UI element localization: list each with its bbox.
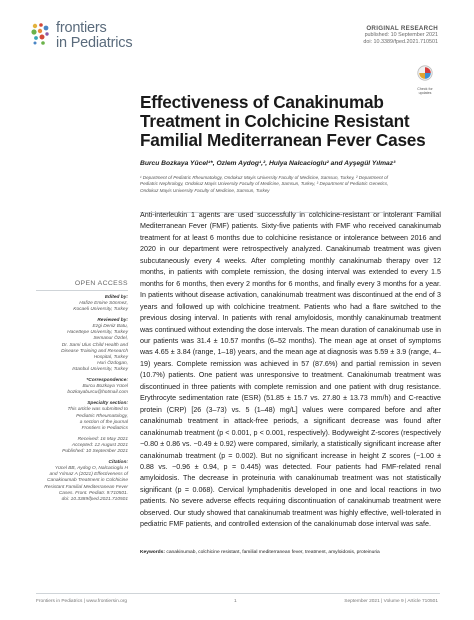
crossmark-label-2: updates bbox=[418, 91, 432, 95]
doi[interactable]: doi: 10.3389/fped.2021.710501 bbox=[363, 39, 438, 45]
reviewer-line: Istanbul University, Turkey bbox=[72, 367, 128, 373]
crossmark-icon bbox=[417, 65, 433, 82]
reviewer-line: Disease Training and Research bbox=[61, 348, 128, 354]
frontiers-logo-icon bbox=[30, 22, 52, 46]
specialty-line: Pediatric Rheumatology, bbox=[76, 413, 128, 419]
reviewer-line: Huri Özdogan, bbox=[97, 361, 128, 367]
footer-volume: September 2021 | Volume 9 | Article 710501 bbox=[344, 599, 438, 604]
keywords-text: canakinumab, colchicine resistant, familial mediterranean fever, treatment, amyloidosis, proteinuria bbox=[166, 550, 380, 555]
article-type: ORIGINAL RESEARCH bbox=[366, 25, 438, 32]
reviewer-line: Hacettepe University, Turkey bbox=[67, 330, 128, 336]
editor-line: Kocaeli University, Turkey bbox=[73, 307, 128, 312]
reviewer-line: Ezgi Deniz Batu, bbox=[92, 323, 128, 329]
affiliation-line: ¹ Department of Pediatric Rheumatology, Ondokuz Mayis University Faculty of Medicine, Samsun, Turkey, ² Department of bbox=[140, 175, 388, 180]
specialty-heading: Specialty section: bbox=[87, 401, 128, 407]
journal-name-line2: in Pediatrics bbox=[56, 35, 133, 51]
published-date-sidebar: Published: 10 September 2021 bbox=[62, 449, 128, 455]
editor-line: Hafize Emine Sönmez, bbox=[79, 300, 128, 306]
article-meta bbox=[278, 25, 438, 46]
affiliation-line: Pediatric Nephrology, Ondokuz Mayis University Faculty of Medicine, Samsun, Turkey, ³ Department of Pediatric Genetics, bbox=[140, 181, 389, 187]
received-date: Received: 16 May 2021 bbox=[77, 436, 128, 442]
specialty-line: a section of the journal bbox=[79, 419, 128, 425]
article-sidebar bbox=[36, 280, 128, 503]
abstract-text: Anti-interleukin 1 agents are used successfully in colchicine-resistant or intolerant Familial Mediterranean Fever (FMF) patients. Sixty-five patients with FMF who received canakinumab treatment for at least 6 months due to colchicine resistance or intolerance between 2016 and 2020 in our department were retrospectively analyzed. Canakinumab treatment was given subcutaneously every 4 weeks. After completing monthly canakinumab therapy over 12 months, in patients with complete remission, the dosing interval was extended to every 1.5 months for 6 months, then every 2 months for 6 months, and finally every 3 months for a year. In patients without disease activation, canakinumab treatment was discontinued at the end of 3 years and followed up with colchicine treatment. Patients who had a flare switched to the previous dosing interval. In patients with renal amyloidosis, monthly canakinumab treatment was continued without extending the dose intervals. The mean duration of canakinumab use in our patients was 31.4 ± 10.57 months (6–52 months). The mean age at onset of symptoms was 4.65 ± 3.84 (range, 1–18) years, and the mean age at diagnosis was 5.59 ± 3.9 (range, 4–19) years. Complete remission was achieved in 57 (87.6%) and partial remission in seven (10.7%) patients. One patient was unresponsive to treatment. Canakinumab treatment was discontinued in three patients with complete remission and one patient with drug resistance. Erythrocyte sedimentation rate (ESR) (51.85 ± 15.7 vs. 27.80 ± 13.73 mm/h) and C-reactive protein (CRP) [26 (3–73) vs. 5 (1–48) mg/L] values were compared before and after canakinumab treatment in attack-free periods, a significant decrease was found after canakinumab treatment (p < 0.001, p < 0.001, respectively). Bodyweight Z-scores (respectively −0.80 ± 0.86 vs. −0.49 ± 0.92) were compared, similarly, a statistically significant increase after canakinumab treatment (p = 0.002). But no significant increase in height Z scores (−1.00 ± 0.88 vs. −0.96 ± 0.94, p = 0.445) was detected. Four patients had FMF-related renal amyloidosis. The decrease in proteinuria with canakinumab treatment was not statistically significant (p = 0.068). Cervical lymphadenitis developed in one and local reactions in two patients. No severe adverse effects requiring discontinuation of canakinumab treatment were observed. Our study showed that canakinumab treatment was highly effective, well-tolerated in pediatric FMF patients, and controlled extension of the canakinumab dose interval was safe. bbox=[140, 211, 441, 529]
open-access-label: OPEN ACCESS bbox=[74, 280, 128, 287]
correspondence-heading: *Correspondence: bbox=[86, 378, 128, 384]
citation-line: Canakinumab Treatment in Colchicine bbox=[47, 478, 128, 484]
specialty-line: This article was submitted to bbox=[67, 407, 128, 413]
journal-logo bbox=[30, 20, 160, 50]
crossmark-badge[interactable] bbox=[414, 65, 436, 95]
reviewer-line: Hospital, Turkey bbox=[93, 354, 128, 360]
specialty-line: Frontiers in Pediatrics bbox=[81, 425, 128, 431]
keywords bbox=[140, 550, 441, 556]
footer-divider bbox=[36, 593, 440, 594]
reviewer-line: Semanur Özdel, bbox=[93, 336, 128, 342]
footer-journal[interactable]: Frontiers in Pediatrics | www.frontiersin.org bbox=[36, 599, 128, 604]
citation-line: doi: 10.3389/fped.2021.710501 bbox=[61, 496, 128, 502]
citation-line: Yücel BB, Aydog O, Nalcacioglu H bbox=[54, 465, 128, 471]
page-number: 1 bbox=[234, 599, 237, 604]
reviewer-line: Dr. Sami Ulus Child Health and bbox=[61, 342, 128, 348]
citation-line: Resistant Familial Mediterranean Fever bbox=[44, 484, 128, 490]
crossmark-label-1: Check for bbox=[417, 87, 433, 91]
author-list: Burcu Bozkaya Yücel¹*, Ozlem Aydog¹,², Hulya Nalcacioglu² and Ayşegül Yılmaz³ bbox=[140, 160, 396, 167]
affiliations bbox=[140, 175, 440, 194]
citation-line: Cases. Front. Pediatr. 9:710501. bbox=[58, 490, 128, 496]
accepted-date: Accepted: 12 August 2021 bbox=[71, 442, 128, 448]
journal-name-line1: frontiers bbox=[56, 20, 107, 36]
keywords-label: Keywords: bbox=[140, 550, 166, 555]
affiliation-line: Ondokuz Mayis University Faculty of Medicine, Samsun, Turkey bbox=[140, 187, 270, 193]
citation-line: and Yılmaz A (2021) Effectiveness of bbox=[49, 472, 128, 478]
correspondence-email[interactable]: bozkayaburcu@hotmail.com bbox=[67, 390, 128, 396]
edited-by-heading: Edited by: bbox=[104, 294, 128, 300]
correspondence-name: Burcu Bozkaya Yücel bbox=[82, 384, 128, 390]
sidebar-divider bbox=[36, 290, 128, 291]
published-date: published: 10 September 2021 bbox=[364, 32, 438, 38]
reviewed-by-heading: Reviewed by: bbox=[97, 317, 128, 323]
article-title: Effectiveness of Canakinumab Treatment in Colchicine Resistant Familial Mediterranean Fever Cases bbox=[140, 92, 426, 150]
citation-heading: Citation: bbox=[108, 459, 128, 465]
